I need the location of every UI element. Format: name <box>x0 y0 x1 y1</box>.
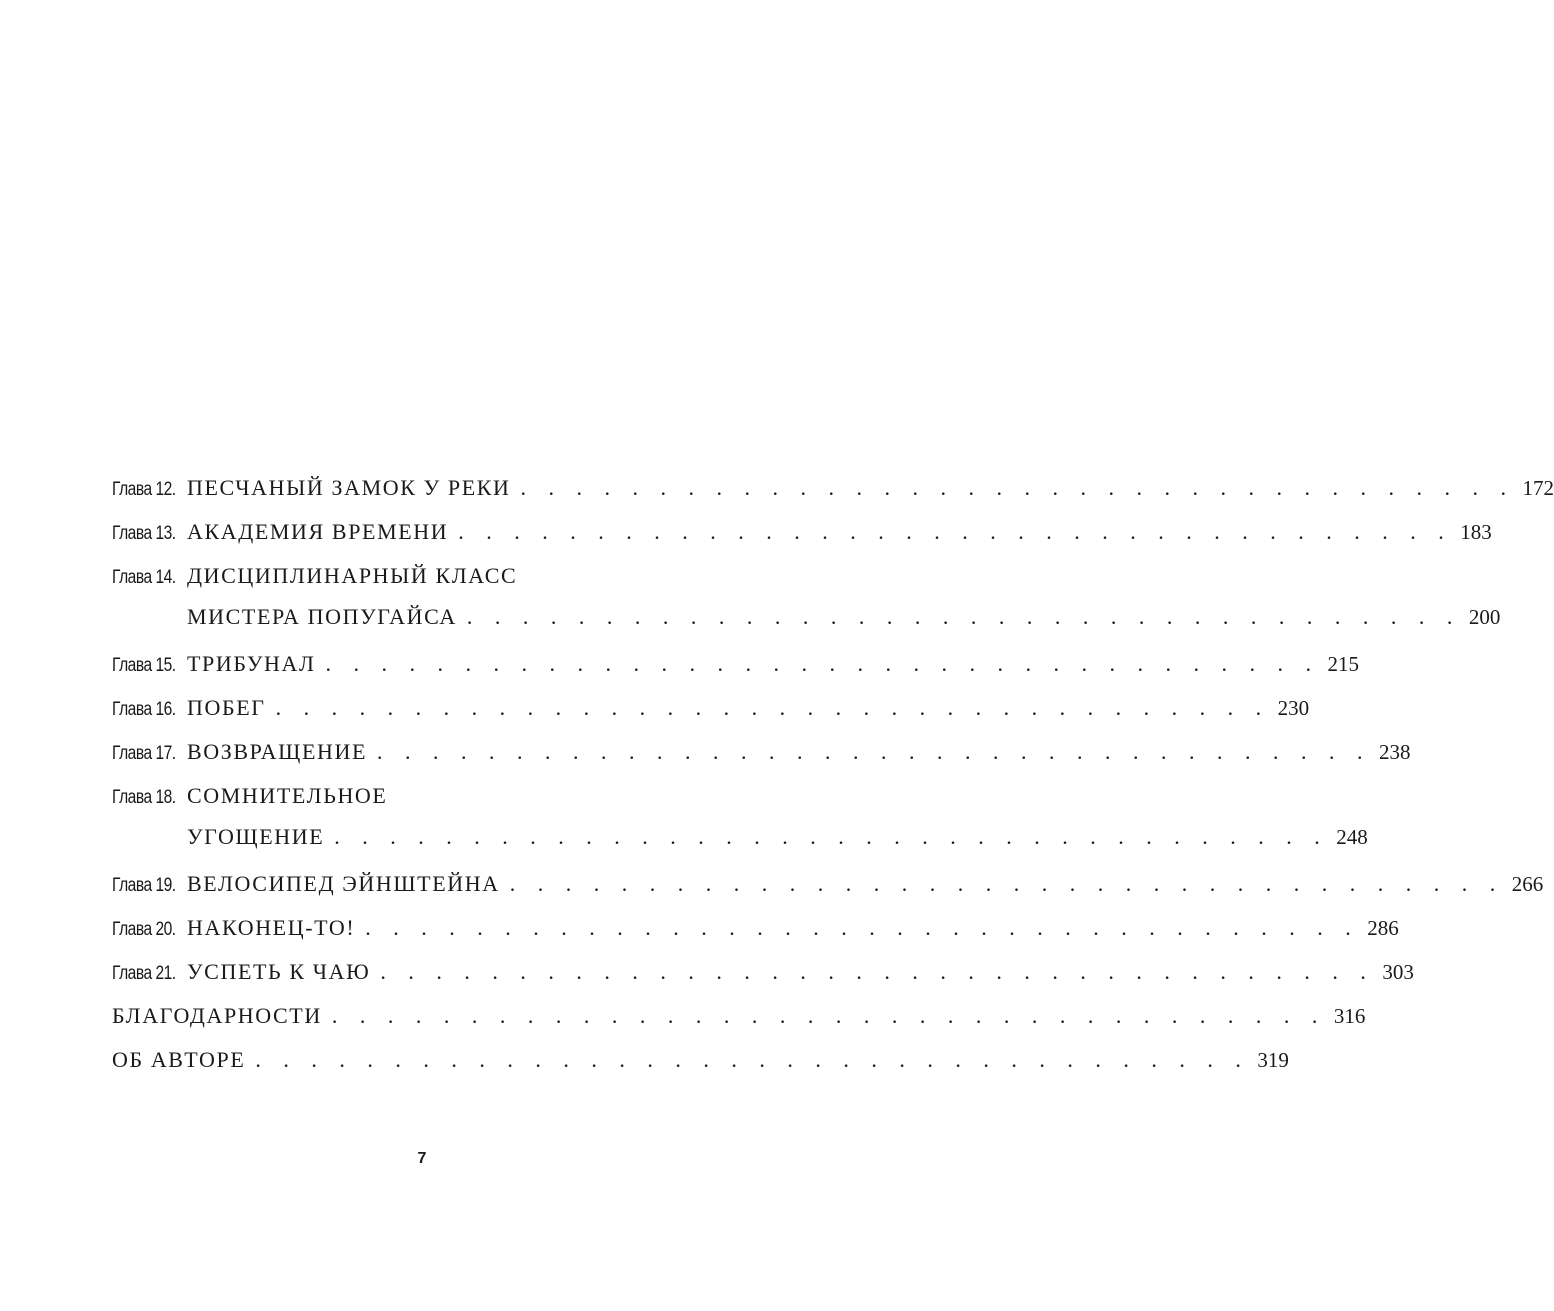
chapter-title: ДИСЦИПЛИНАРНЫЙ КЛАСС <box>187 563 518 588</box>
toc-entry-chapter-21 <box>112 950 1414 994</box>
page-number: 172 <box>1522 476 1554 500</box>
section-title: ОБ АВТОРЕ <box>112 1047 246 1072</box>
dot-leader: . . . . . . . . . . . . . . . . . . . . . . . . . . . . . . . . . . . . <box>275 695 1270 720</box>
chapter-title-continued: УГОЩЕНИЕ <box>187 824 325 849</box>
chapter-label: Глава 18. <box>112 787 176 808</box>
page-number: 230 <box>1277 696 1310 720</box>
chapter-label: Глава 12. <box>112 479 176 500</box>
dot-leader: . . . . . . . . . . . . . . . . . . . . . . . . . . . . . . . . . . . . <box>520 475 1515 500</box>
chapter-title: НАКОНЕЦ-ТО! <box>187 915 356 940</box>
page-number: 303 <box>1382 960 1414 984</box>
chapter-label: Глава 13. <box>112 523 176 544</box>
page-number: 183 <box>1460 520 1492 544</box>
table-of-contents <box>112 466 1554 1082</box>
dot-leader: . . . . . . . . . . . . . . . . . . . . . . . . . . . . . . . . . . . . <box>255 1047 1250 1072</box>
toc-entry-chapter-17 <box>112 730 1411 774</box>
page-number: 238 <box>1379 740 1411 764</box>
toc-entry-chapter-19 <box>112 862 1544 906</box>
chapter-title: АКАДЕМИЯ ВРЕМЕНИ <box>187 519 449 544</box>
section-title: БЛАГОДАРНОСТИ <box>112 1003 322 1028</box>
page-folio: 7 <box>417 1150 427 1167</box>
page-number: 316 <box>1333 1004 1366 1028</box>
chapter-title: ПОБЕГ <box>187 695 266 720</box>
chapter-label: Глава 14. <box>112 567 176 588</box>
toc-entry-chapter-15 <box>112 642 1359 686</box>
chapter-title: СОМНИТЕЛЬНОЕ <box>187 783 388 808</box>
dot-leader: . . . . . . . . . . . . . . . . . . . . . . . . . . . . . . . . . . . . <box>334 824 1329 849</box>
chapter-label: Глава 19. <box>112 875 176 896</box>
dot-leader: . . . . . . . . . . . . . . . . . . . . . . . . . . . . . . . . . . . . <box>509 871 1504 896</box>
page-number: 319 <box>1257 1048 1289 1072</box>
chapter-title: ТРИБУНАЛ <box>187 651 316 676</box>
toc-entry-acknowledgements <box>112 994 1366 1038</box>
chapter-label: Глава 20. <box>112 919 176 940</box>
dot-leader: . . . . . . . . . . . . . . . . . . . . . . . . . . . . . . . . . . . . <box>458 519 1453 544</box>
toc-entry-about-author <box>112 1038 1289 1082</box>
chapter-title: ПЕСЧАНЫЙ ЗАМОК У РЕКИ <box>187 475 511 500</box>
dot-leader: . . . . . . . . . . . . . . . . . . . . . . . . . . . . . . . . . . . . <box>365 915 1360 940</box>
chapter-label: Глава 21. <box>112 963 176 984</box>
toc-entry-chapter-18 <box>112 774 1368 856</box>
page-number: 248 <box>1336 825 1368 849</box>
toc-entry-chapter-12 <box>112 466 1554 510</box>
toc-entry-chapter-20 <box>112 906 1399 950</box>
chapter-title: ВОЗВРАЩЕНИЕ <box>187 739 368 764</box>
chapter-title-continued: МИСТЕРА ПОПУГАЙСА <box>187 604 457 629</box>
toc-entry-chapter-13 <box>112 510 1492 554</box>
page-number: 266 <box>1511 872 1544 896</box>
chapter-title: УСПЕТЬ К ЧАЮ <box>187 959 371 984</box>
page-number: 286 <box>1367 916 1399 940</box>
dot-leader: . . . . . . . . . . . . . . . . . . . . . . . . . . . . . . . . . . . . <box>331 1003 1326 1028</box>
chapter-label: Глава 16. <box>112 699 176 720</box>
chapter-label: Глава 15. <box>112 655 176 676</box>
dot-leader: . . . . . . . . . . . . . . . . . . . . . . . . . . . . . . . . . . . . <box>377 739 1372 764</box>
page-number: 215 <box>1327 652 1359 676</box>
toc-entry-chapter-16 <box>112 686 1310 730</box>
toc-entry-chapter-14 <box>112 554 1501 636</box>
page-number: 200 <box>1468 605 1501 629</box>
dot-leader: . . . . . . . . . . . . . . . . . . . . . . . . . . . . . . . . . . . . <box>466 604 1461 629</box>
chapter-title: ВЕЛОСИПЕД ЭЙНШТЕЙНА <box>187 871 500 896</box>
chapter-label: Глава 17. <box>112 743 176 764</box>
dot-leader: . . . . . . . . . . . . . . . . . . . . . . . . . . . . . . . . . . . . <box>380 959 1375 984</box>
dot-leader: . . . . . . . . . . . . . . . . . . . . . . . . . . . . . . . . . . . . <box>325 651 1320 676</box>
